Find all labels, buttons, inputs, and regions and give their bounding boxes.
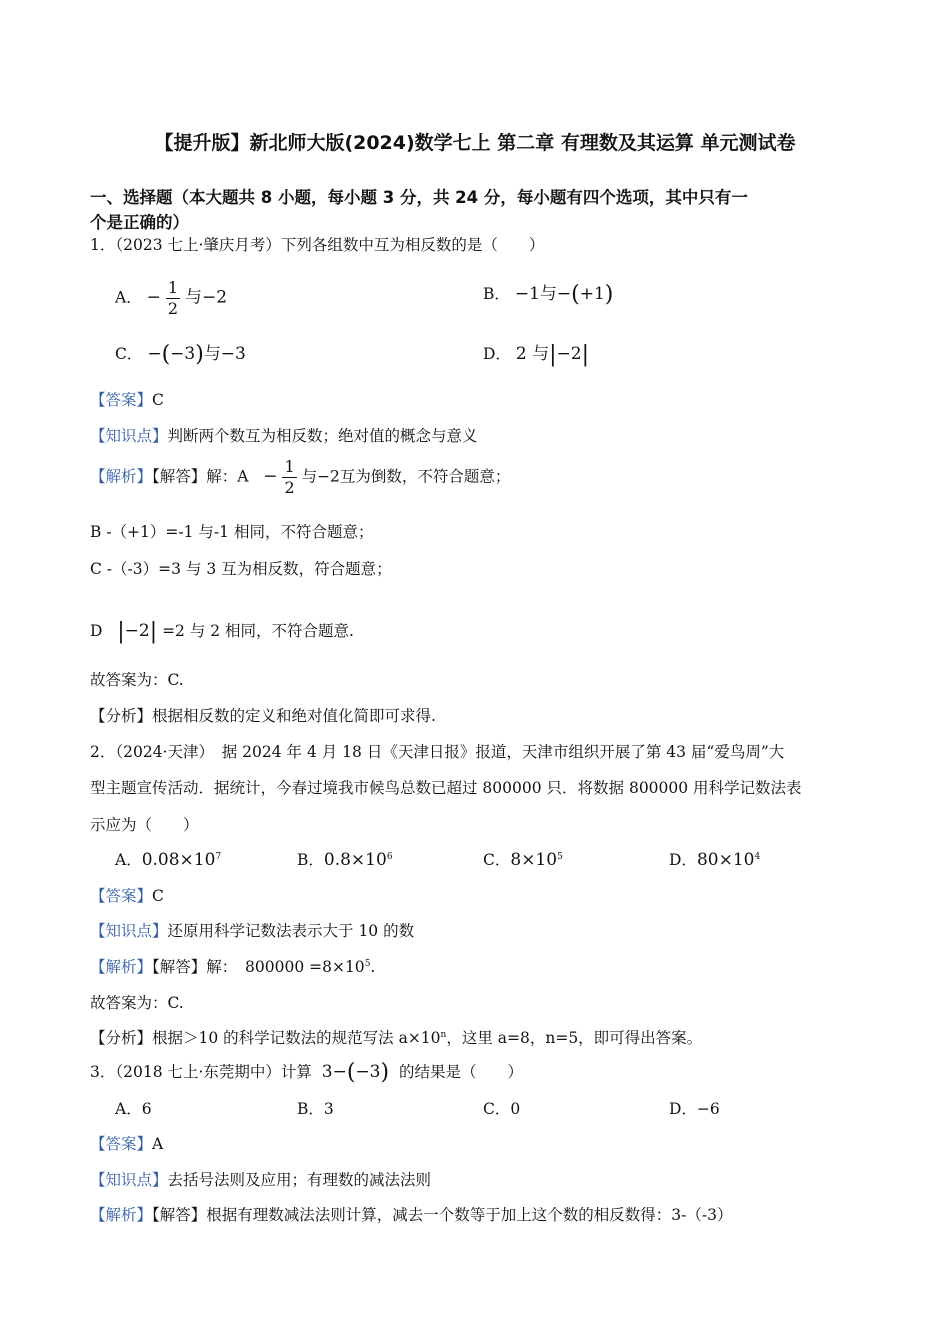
q1-option-c-label: C．	[115, 345, 143, 363]
q3-analysis-tag: 【解析】	[90, 1206, 153, 1224]
q2-analysis-text: 【解答】解： 800000 =8×10	[152, 958, 365, 976]
q1-option-a-label: A．	[115, 288, 142, 307]
q3-analysis-text: 【解答】根据有理数减法法则计算，减去一个数等于加上这个数的相反数得：3-（-3）	[152, 1206, 733, 1224]
q1-line-d-rest: =2 与 2 相同，不符合题意.	[162, 622, 354, 640]
q2-option-d-expr: 80×10	[696, 850, 755, 870]
q1-analysis-tag: 【解析】	[90, 467, 153, 486]
q3-knowledge-point	[90, 1168, 431, 1190]
q1-option-a-denominator: 2	[167, 299, 179, 318]
q1-option-c: C． −(−3)与−3	[115, 342, 246, 367]
q2-stem-line1: 2．（2024·天津） 据 2024 年 4 月 18 日《天津日报》报道，天津市组织开展了第 43 届“爱鸟周”大	[90, 743, 785, 761]
q2-answer-tag: 【答案】	[90, 887, 153, 905]
q1-option-b-expr-a: −1与−	[514, 284, 572, 304]
q1-analysis-fraction	[282, 459, 296, 496]
q3-stem-b: 的结果是（ ）	[398, 1063, 523, 1081]
q3-kp-tag: 【知识点】	[90, 1171, 168, 1189]
q1-knowledge-point	[90, 424, 478, 446]
q2-option-c-label: C．	[483, 851, 511, 869]
q2-option-d-exp: 4	[754, 851, 761, 862]
q1-option-b: B． −1与−(+1)	[483, 282, 614, 307]
q2-analysis-exp: 5	[364, 958, 371, 969]
q1-stem: 1．（2023 七上·肇庆月考）下列各组数中互为相反数的是（ ）	[90, 236, 545, 254]
q1-analysis-rest: 与−2互为倒数，不符合题意；	[301, 467, 511, 486]
q3-stem: 3．（2018 七上·东莞期中）计算 3−(−3) 的结果是（ ）	[90, 1060, 523, 1085]
q3-analysis	[90, 1203, 732, 1225]
q1-line-d-abs: −2	[124, 621, 150, 641]
q2-option-a-label: A．	[115, 851, 142, 869]
q3-stem-math-b: −3	[355, 1062, 381, 1082]
q2-option-b-expr: 0.8×10	[323, 850, 387, 870]
q2-option-c-exp: 5	[557, 851, 563, 862]
q2-fenxi-b: ，这里 a=8，n=5，即可得出答案。	[446, 1029, 703, 1047]
q1-analysis-sign: −	[263, 466, 278, 487]
q2-answer	[90, 884, 164, 906]
q1-option-a-fraction	[166, 280, 180, 317]
q1-option-a	[115, 280, 227, 317]
q1-option-c-expr-c: 与−3	[203, 344, 246, 364]
q1-answer	[90, 388, 164, 410]
q3-answer-value: A	[152, 1135, 164, 1153]
q1-conclusion: 故答案为：C.	[90, 671, 184, 689]
q1-option-d-expr-a: 2 与	[515, 344, 550, 364]
q2-stem-line3: 示应为（ ）	[90, 816, 199, 834]
q3-option-a: A．6	[115, 1100, 152, 1118]
q1-option-a-sign: −	[146, 287, 161, 308]
q2-option-b	[297, 848, 393, 870]
q2-option-a-exp: 7	[215, 851, 222, 862]
page-title: 【提升版】新北师大版(2024)数学七上 第二章 有理数及其运算 单元测试卷	[154, 132, 796, 154]
q2-fenxi	[90, 1026, 702, 1048]
q2-option-b-exp: 6	[386, 851, 393, 862]
q2-option-c	[483, 848, 563, 870]
q1-line-d: D |−2| =2 与 2 相同，不符合题意.	[90, 619, 354, 644]
q2-kp-tag: 【知识点】	[90, 922, 168, 940]
q1-kp-tag: 【知识点】	[90, 427, 168, 445]
q1-line-b: B -（+1）=-1 与-1 相同，不符合题意；	[90, 523, 374, 541]
q1-kp-text: 判断两个数互为相反数；绝对值的概念与意义	[167, 427, 478, 445]
q2-option-a	[115, 848, 221, 870]
q1-analysis	[90, 459, 510, 496]
q2-option-d	[669, 848, 760, 870]
q2-answer-value: C	[152, 887, 164, 905]
q1-line-c: C -（-3）=3 与 3 互为相反数，符合题意；	[90, 560, 392, 578]
q1-analysis-lead: 【解答】解：A	[152, 467, 249, 486]
q2-conclusion: 故答案为：C.	[90, 994, 184, 1012]
q2-analysis-end: .	[370, 958, 376, 976]
q1-answer-value: C	[152, 391, 164, 409]
q1-option-c-expr-b: −3	[170, 344, 196, 364]
section-heading-line2: 个是正确的）	[90, 213, 189, 232]
q1-line-d-label: D	[90, 622, 103, 640]
q3-option-d: D．−6	[669, 1100, 720, 1118]
q2-stem-line2: 型主题宣传活动．据统计，今春过境我市候鸟总数已超过 800000 只．将数据 800000 用科学记数法表	[90, 779, 802, 797]
q3-stem-math-a: 3−	[321, 1062, 347, 1082]
q3-kp-text: 去括号法则及应用；有理数的减法法则	[167, 1171, 432, 1189]
q1-analysis-denominator: 2	[284, 478, 295, 497]
q1-analysis-numerator: 1	[284, 457, 295, 476]
q1-option-d-label: D．	[483, 345, 511, 363]
q1-option-c-expr-a: −	[147, 344, 162, 364]
q2-option-d-label: D．	[669, 851, 697, 869]
q2-option-a-expr: 0.08×10	[141, 850, 216, 870]
q2-option-c-expr: 8×10	[510, 850, 558, 870]
q1-option-d-expr-b: −2	[556, 344, 582, 364]
q3-option-c: C．0	[483, 1100, 521, 1118]
q2-fenxi-a: 【分析】根据＞10 的科学记数法的规范写法 a×10	[90, 1029, 441, 1047]
q2-knowledge-point	[90, 919, 414, 941]
q1-option-d: D． 2 与|−2|	[483, 342, 590, 367]
q1-option-a-rest: 与−2	[184, 287, 228, 308]
section-heading-line1: 一、选择题（本大题共 8 小题，每小题 3 分，共 24 分，每小题有四个选项，其中只有一	[90, 188, 748, 207]
q1-option-b-label: B．	[483, 285, 510, 303]
q1-option-b-expr-b: +1	[579, 284, 605, 304]
q2-fenxi-exp: n	[440, 1029, 447, 1040]
q3-option-b: B．3	[297, 1100, 334, 1118]
q3-answer-tag: 【答案】	[90, 1135, 153, 1153]
q1-fenxi: 【分析】根据相反数的定义和绝对值化简即可求得.	[90, 707, 436, 725]
q3-stem-a: 3．（2018 七上·东莞期中）计算	[90, 1063, 312, 1081]
q2-analysis-tag: 【解析】	[90, 958, 153, 976]
q1-option-a-numerator: 1	[167, 278, 179, 297]
q1-answer-tag: 【答案】	[90, 391, 153, 409]
q3-answer	[90, 1132, 163, 1154]
q2-analysis	[90, 955, 375, 977]
q2-option-b-label: B．	[297, 851, 324, 869]
q2-kp-text: 还原用科学记数法表示大于 10 的数	[167, 922, 415, 940]
